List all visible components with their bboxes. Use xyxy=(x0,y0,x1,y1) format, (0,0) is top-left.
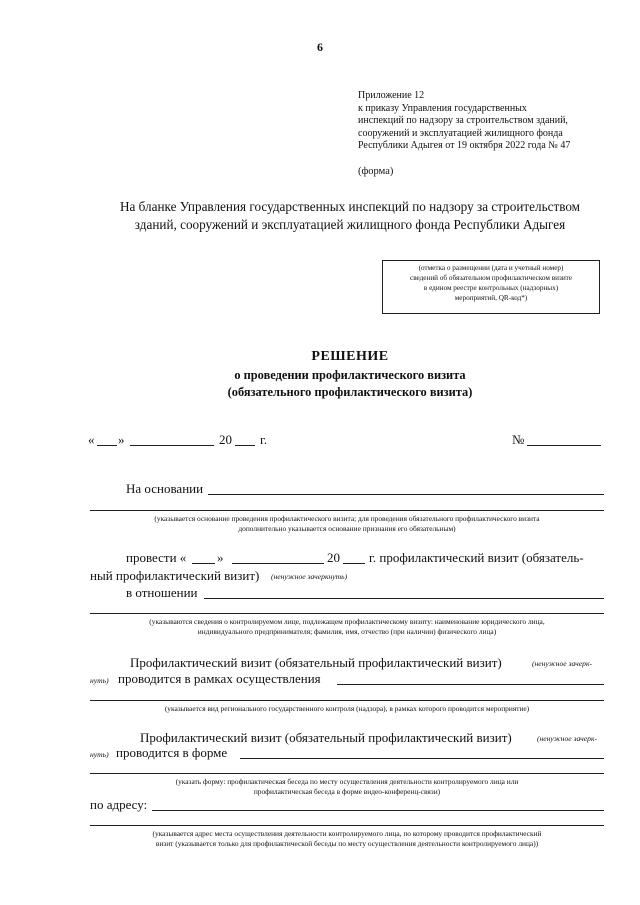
visit-form-field-line-2[interactable] xyxy=(90,773,604,774)
hint-line: дополнительно указывается основание признания его обязательным) xyxy=(238,523,456,533)
conduct-close-quote: » xyxy=(217,550,224,565)
controlled-person-hint xyxy=(90,617,604,636)
control-type-hint: (указывается вид регионального государственного контроля (надзора), в рамках которого проводится мероприятие) xyxy=(164,704,530,713)
number-sign: № xyxy=(512,432,525,447)
strike-hint-cont: нуть) xyxy=(90,676,109,685)
appendix-line: Республики Адыгея от 19 октября 2022 года № 47 xyxy=(358,140,571,152)
day-field[interactable] xyxy=(97,445,117,446)
stamp-line: сведений об обязательном профилактическом визите xyxy=(410,274,572,282)
conduct-rest: г. профилактический визит (обязатель- xyxy=(369,550,584,565)
hint-line: визит (указывается только для профилактической беседы по месту осуществления деятельности контролируемого лица)) xyxy=(155,838,539,848)
page-number: 6 xyxy=(317,40,323,54)
conduct-label: провести « xyxy=(126,550,187,565)
strike-hint: (ненужное зачерк- xyxy=(537,734,598,743)
date-open-quote: « xyxy=(88,432,95,447)
controlled-person-field[interactable] xyxy=(204,598,604,599)
controlled-person-field-line-2[interactable] xyxy=(90,613,604,614)
registry-stamp-box xyxy=(382,260,600,314)
framework-line-1: Профилактический визит (обязательный профилактический визит) xyxy=(130,655,502,670)
form-line-1: Профилактический визит (обязательный профилактический визит) xyxy=(140,730,512,745)
conduct-year-field[interactable] xyxy=(343,563,365,564)
stamp-line: (отметка о размещении (дата и учетный номер) xyxy=(418,264,564,272)
hint-line: (указываются сведения о контролируемом лице, подлежащем профилактическому визиту: наименование юридического лица, xyxy=(149,617,545,626)
document-subtitle-2: (обязательного профилактического визита) xyxy=(227,385,473,399)
hint-line: (указывается основание проведения профилактического визита; для проведения обязательного профилактического визита xyxy=(154,514,540,523)
year-prefix: 20 xyxy=(219,432,232,447)
conduct-day-field[interactable] xyxy=(192,563,215,564)
regarding-label: в отношении xyxy=(126,585,198,600)
control-type-field-line-2[interactable] xyxy=(90,700,604,701)
strike-hint: (ненужное зачерк- xyxy=(532,659,593,668)
appendix-line: к приказу Управления государственных xyxy=(358,102,527,114)
conduct-line-2: ный профилактический визит) xyxy=(90,568,260,583)
basis-hint xyxy=(90,514,604,533)
address-field-line-2[interactable] xyxy=(90,825,604,826)
hint-line: профилактическая беседа в форме видео-конференц-связи) xyxy=(253,786,441,796)
visit-form-hint xyxy=(90,777,604,796)
strike-hint: (ненужное зачеркнуть) xyxy=(271,572,348,581)
hint-line: (указывается адрес места осуществления деятельности контролируемого лица, по которому проводится профилактический xyxy=(152,829,542,838)
address-hint xyxy=(90,829,604,848)
document-title: РЕШЕНИЕ xyxy=(311,349,389,364)
conduct-year-prefix: 20 xyxy=(327,550,340,565)
conduct-month-field[interactable] xyxy=(232,563,324,564)
year-field[interactable] xyxy=(235,445,255,446)
address-label: по адресу: xyxy=(90,797,148,812)
letterhead-note: На бланке Управления государственных инспекций по надзору за строительством зданий, сооружений и эксплуатацией жилищного фонда Республики Адыгея xyxy=(119,199,581,232)
form-label: (форма) xyxy=(358,166,394,177)
date-close-quote: » xyxy=(118,432,125,447)
month-field[interactable] xyxy=(130,445,214,446)
stamp-line: мероприятий, QR-код*) xyxy=(454,294,528,302)
basis-label: На основании xyxy=(126,481,204,496)
appendix-line: сооружений и эксплуатацией жилищного фонда xyxy=(358,127,563,139)
address-field[interactable] xyxy=(152,810,604,811)
appendix-header xyxy=(358,90,570,153)
hint-line: (указать форму: профилактическая беседа по месту осуществления деятельности контролируемого лица или xyxy=(175,777,519,786)
document-subtitle: о проведении профилактического визита xyxy=(234,368,466,382)
decision-number-field[interactable] xyxy=(527,445,601,446)
framework-line-2: проводится в рамках осуществления xyxy=(118,671,321,686)
form-line-2: проводится в форме xyxy=(116,745,228,760)
appendix-line: Приложение 12 xyxy=(358,90,425,101)
strike-hint-cont: нуть) xyxy=(90,750,109,759)
hint-line: индивидуального предпринимателя; фамилия, имя, отчество (при наличии) физического лица) xyxy=(197,626,497,636)
year-suffix: г. xyxy=(260,432,268,447)
basis-field[interactable] xyxy=(208,494,604,495)
control-type-field[interactable] xyxy=(337,684,604,685)
visit-form-field[interactable] xyxy=(240,758,604,759)
appendix-line: инспекций по надзору за строительством зданий, xyxy=(358,115,568,127)
basis-field-line-2[interactable] xyxy=(90,510,604,511)
stamp-line: в едином реестре контрольных (надзорных) xyxy=(423,284,559,292)
